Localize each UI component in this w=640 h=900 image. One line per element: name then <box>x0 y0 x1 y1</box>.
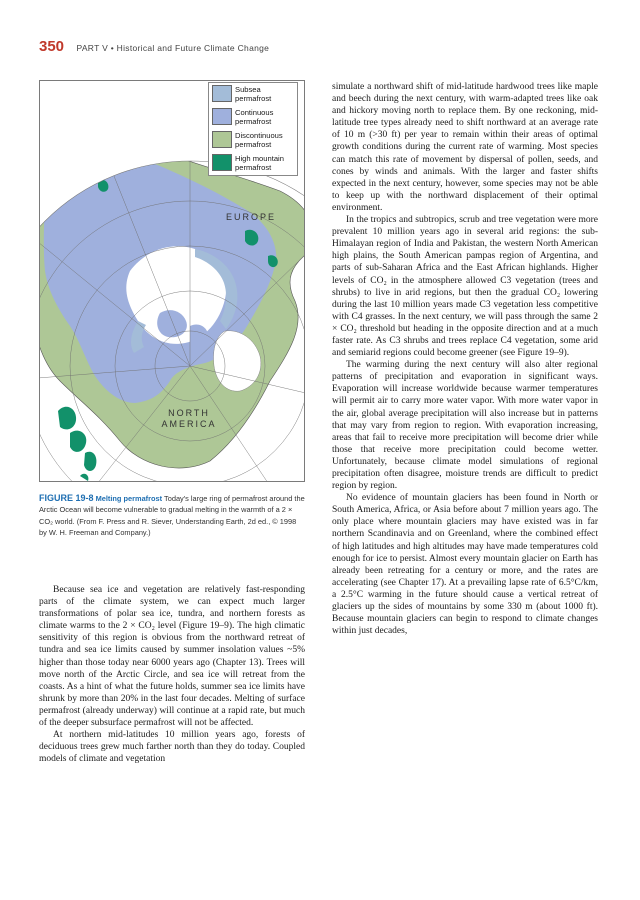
legend-item-subsea <box>209 83 297 106</box>
figure-label: FIGURE 19-8 <box>39 493 94 503</box>
body-paragraph: No evidence of mountain glaciers has been found in North or South America, Africa, or Asia before about 7 million years ago. The only place where mountain glaciers may have existed was in far northern Scandinavia and on Greenland, where the combined effect of high latitudes and high altitudes may have made temperatures cold enough for ice to persist. Almost every mountain glacier on Earth has already been retreating for a century or more, and the rates are accelerating (see Chapter 17). At a prevailing lapse rate of 6.5°C/km, a 2.5°C warming in the future should cause a vertical retreat of glaciers up the sides of mountains by some 330 m (about 1000 ft). Because mountain glaciers can begin to respond to climate changes within just decades, <box>332 493 598 637</box>
body-paragraph: In the tropics and subtropics, scrub and tree vegetation were more prevalent 10 million years ago in several arid regions: the sub-Himalayan region of India and Pakistan, the western North American high plains, the South American pampas region of Argentina, and parts of sub-Saharan Africa and the East African highlands. Higher levels of CO₂ in the atmosphere allowed C3 vegetation (trees and shrubs) to live in arid regions, but then the gradual CO₂ lowering during the last 10 million years made C3 vegetation less competitive with C4 grasses. In the next century, we will pass through the same 2 × CO₂ threshold but heading in the opposite direction and at a much faster rate. As C3 shrubs and trees replace C4 vegetation, some arid and semiarid regions could become greener (see Figure 19–9). <box>332 215 598 359</box>
figure-caption-text: Today's large ring of permafrost around the Arctic Ocean will become vulnerable to gradual melting in the warmth of a 2 × CO₂ world. (From F. Press and R. Siever, Understanding Earth, 2d ed., © 1998 by W. H. Freeman and Company.) <box>39 494 305 537</box>
legend-item-discontinuous <box>209 129 297 152</box>
legend-label: High mountain permafrost <box>235 154 284 172</box>
legend-swatch <box>212 154 232 171</box>
legend-label: Subsea permafrost <box>235 85 272 103</box>
permafrost-map-figure <box>39 80 305 482</box>
legend-item-high-mountain <box>209 152 297 175</box>
body-paragraph: The warming during the next century will also alter regional patterns of precipitation and evaporation in significant ways. Evaporation will increase worldwide because warmer temperatures will permit air to carry more water vapor. With more water vapor in the air, global average precipitation will also increase but in patterns that may vary from region to region. With evaporation increasing, areas that fail to receive more precipitation will become drier while those that receive more precipitation could become wetter. Unfortunately, because climate model simulations of regional precipitation often disagree, moisture trends are difficult to predict region by region. <box>332 360 598 492</box>
north-america-label <box>144 408 234 430</box>
left-column <box>39 584 305 765</box>
body-paragraph: Because sea ice and vegetation are relatively fast-responding parts of the climate system, we can expect much larger transformations of polar sea ice, tundra, and northern forests as climate warms to the 2 × CO₂ level (Figure 19–9). The high climatic sensitivity of this region is obvious from the northward retreat of tundra and sea ice limits caused by summer insolation values ~5% higher than those today near 6000 years ago (Chapter 13). Trees will move north of the Arctic Circle, and sea ice will retreat from the coasts. As a hint of what the future holds, summer sea ice limits have shrunk by more than 20% in the last four decades. Melting of surface permafrost (already underway) will continue at a rapid rate, but much of the deeper subsurface permafrost will not be affected. <box>39 585 305 729</box>
running-header <box>39 38 269 56</box>
figure-caption <box>39 493 305 538</box>
europe-label: EUROPE <box>226 212 277 222</box>
north-america-line-1: NORTH <box>168 408 210 418</box>
legend-swatch <box>212 108 232 125</box>
legend-label: Discontinuous permafrost <box>235 131 283 149</box>
map-legend <box>208 82 298 176</box>
legend-swatch <box>212 131 232 148</box>
north-america-line-2: AMERICA <box>161 419 217 429</box>
figure-title: Melting permafrost <box>95 494 163 503</box>
legend-item-continuous <box>209 106 297 129</box>
body-paragraph: At northern mid-latitudes 10 million years ago, forests of deciduous trees grew much farther north than they do today. Coupled models of climate and vegetation <box>39 730 305 765</box>
legend-swatch <box>212 85 232 102</box>
body-paragraph: simulate a northward shift of mid-latitude hardwood trees like maple and beech during the next century, with warm-adapted trees like oak and hickory moving north to replace them. By one reckoning, mid-latitude tree types already need to shift northward at an average rate of 10 m (>30 ft) per year to remain within their areas of optimal growth conditions during the current rate of warming. Most species can match this rate of movement by dispersal of pollen, seeds, and cones by winds and animals. With the larger and faster shifts expected in the next century, however, some species may not be able to keep up with the northward displacement of their optimal environment. <box>332 82 598 213</box>
page-number: 350 <box>39 38 65 55</box>
part-title: PART V • Historical and Future Climate Change <box>76 43 270 53</box>
legend-label: Continuous permafrost <box>235 108 274 126</box>
right-column <box>332 81 598 637</box>
